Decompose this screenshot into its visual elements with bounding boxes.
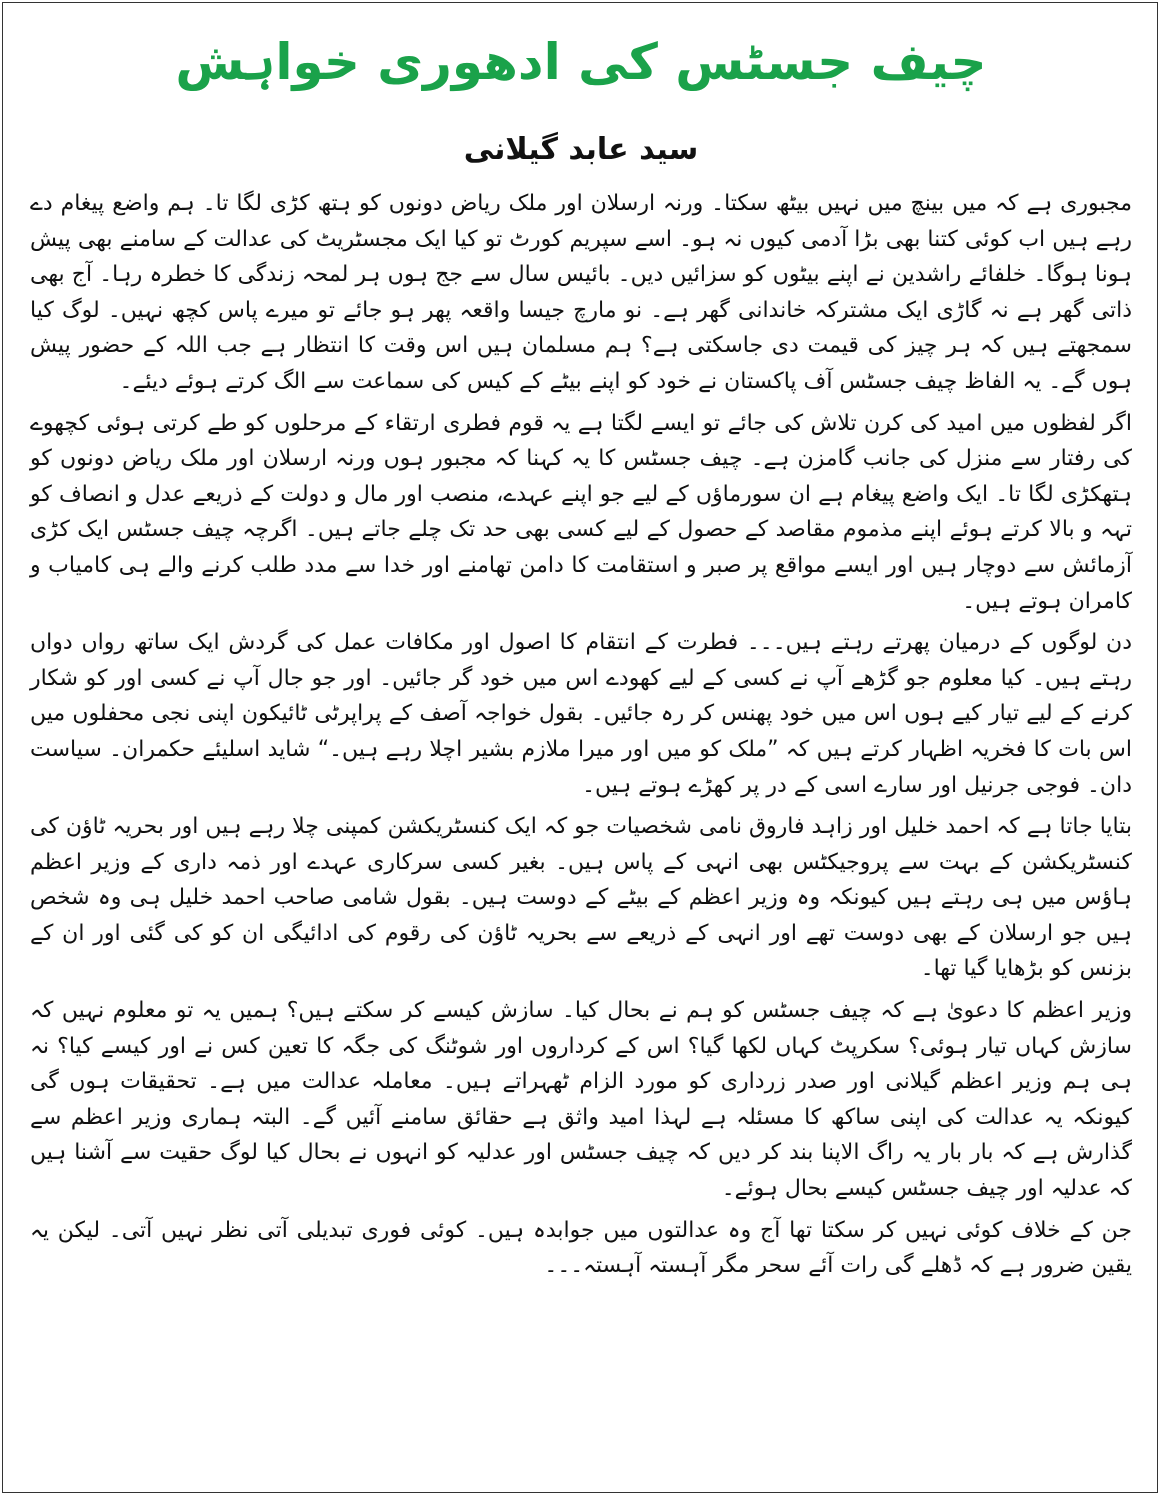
article-title: چیف جسٹس کی ادھوری خواہش <box>175 33 987 91</box>
article-paragraph: دن لوگوں کے درمیان پھرتے رہتے ہیں۔۔۔ فطرت کے انتقام کا اصول اور مکافات عمل کی گردش ایک ساتھ رواں دواں رہتے ہیں۔ کیا معلوم جو گڑھے آپ نے کسی کے لیے کھودے اس میں خود گر جائیں۔ اور جو جال آپ نے کسی اور کو شکار کرنے کے لیے تیار کیے ہوں اس میں خود پھنس کر رہ جائیں۔ بقول خواجہ آصف کے پراپرٹی ٹائیکون اپنی نجی محفلوں میں اس بات کا فخریہ اظہار کرتے ہیں کہ ”ملک کو میں اور میرا ملازم بشیر اچلا رہے ہیں۔“ شاید اسلیئے حکمران۔ سیاست دان۔ فوجی جرنیل اور سارے اسی کے در پر کھڑے ہوتے ہیں۔ <box>30 630 1132 798</box>
article-paragraph: وزیر اعظم کا دعویٰ ہے کہ چیف جسٹس کو ہم نے بحال کیا۔ سازش کیسے کر سکتے ہیں؟ ہمیں یہ تو معلوم نہیں کہ سازش کہاں تیار ہوئی؟ سکرپٹ کہاں لکھا گیا؟ اس کے کرداروں اور شوٹنگ کی جگہ کا تعین کس نے اور کیسے کیا؟ نہ ہی ہم وزیر اعظم گیلانی اور صدر زرداری کو مورد الزام ٹھہراتے ہیں۔ معاملہ عدالت میں ہے۔ تحقیقات ہوں گی کیونکہ یہ عدالت کی اپنی ساکھ کا مسئلہ ہے لہذا امید واثق ہے حقائق سامنے آئیں گے۔ البتہ ہماری وزیر اعظم سے گذارش ہے کہ بار بار یہ راگ الاپنا بند کر دیں کہ چیف جسٹس اور عدلیہ کو انہوں نے بحال کیا لوگ حقیت سے آشنا ہیں کہ عدلیہ اور چیف جسٹس کیسے بحال ہوئے۔ <box>30 998 1132 1202</box>
article-paragraph: اگر لفظوں میں امید کی کرن تلاش کی جائے تو ایسے لگتا ہے یہ قوم فطری ارتقاء کے مرحلوں کو طے کرتی ہوئی کچھوے کی رفتار سے منزل کی جانب گامزن ہے۔ چیف جسٹس کا یہ کہنا کہ مجبور ہوں ورنہ ارسلان اور ملک ریاض دونوں کو ہتھکڑی لگا تا۔ ایک واضع پیغام ہے ان سورماؤں کے لیے جو اپنے عہدے، منصب اور مال و دولت کے ذریعے عدل و انصاف کو تہہ و بالا کرتے ہوئے اپنے مذموم مقاصد کے حصول کے لیے کسی بھی حد تک چلے جاتے ہیں۔ اگرچہ چیف جسٹس ایک کڑی آزمائش سے دوچار ہیں اور ایسے مواقع پر صبر و استقامت کا دامن تھامنے اور خدا سے مدد طلب کرنے والے ہی کامیاب و کامران ہوتے ہیں۔ <box>30 410 1132 614</box>
article-paragraph: بتایا جاتا ہے کہ احمد خلیل اور زاہد فاروق نامی شخصیات جو کہ ایک کنسٹریکشن کمپنی چلا رہے ہیں اور بحریہ ٹاؤن کی کنسٹریکشن کے بہت سے پروجیکٹس بھی انہی کے پاس ہیں۔ بغیر کسی سرکاری عہدے اور ذمہ داری کے وزیر اعظم ہاؤس میں ہی رہتے ہیں کیونکہ وہ وزیر اعظم کے بیٹے کے دوست ہیں۔ بقول شامی صاحب احمد خلیل ہی وہ شخص ہیں جو ارسلان کے بھی دوست تھے اور انہی کے ذریعے سے بحریہ ٹاؤن کی رقوم کی ادائیگی ان کو کی گئی اور ان کے بزنس کو بڑھایا گیا تھا۔ <box>30 814 1132 982</box>
article-paragraph: جن کے خلاف کوئی نہیں کر سکتا تھا آج وہ عدالتوں میں جوابدہ ہیں۔ کوئی فوری تبدیلی آتی نظر نہیں آتی۔ لیکن یہ یقین ضرور ہے کہ ڈھلے گی رات آئے سحر مگر آہستہ آہستہ۔۔۔ <box>30 1217 1132 1279</box>
article-paragraph: مجبوری ہے کہ میں بینچ میں نہیں بیٹھ سکتا۔ ورنہ ارسلان اور ملک ریاض دونوں کو ہتھ کڑی لگا تا۔ ہم واضع پیغام دے رہے ہیں اب کوئی کتنا بھی بڑا آدمی کیوں نہ ہو۔ اسے سپریم کورٹ تو کیا ایک مجسٹریٹ کی عدالت کے سامنے بھی پیش ہونا ہوگا۔ خلفائے راشدین نے اپنے بیٹوں کو سزائیں دیں۔ بائیس سال سے جج ہوں ہر لمحہ زندگی کا خطرہ رہا۔ آج بھی ذاتی گھر ہے نہ گاڑی ایک مشترکہ خاندانی گھر ہے۔ نو مارچ جیسا واقعہ پھر ہو جائے تو میرے پاس کچھ نہیں۔ لوگ کیا سمجھتے ہیں کہ ہر چیز کی قیمت دی جاسکتی ہے؟ ہم مسلمان ہیں اس وقت کا انتظار ہے جب اللہ کے حضور پیش ہوں گے۔ یہ الفاظ چیف جسٹس آف پاکستان نے خود کو اپنے بیٹے کے کیس کی سماعت سے الگ کرتے ہوئے دیئے۔ <box>30 191 1132 394</box>
article-body <box>30 186 1132 1290</box>
article-author: سید عابد گیلانی <box>463 132 699 167</box>
